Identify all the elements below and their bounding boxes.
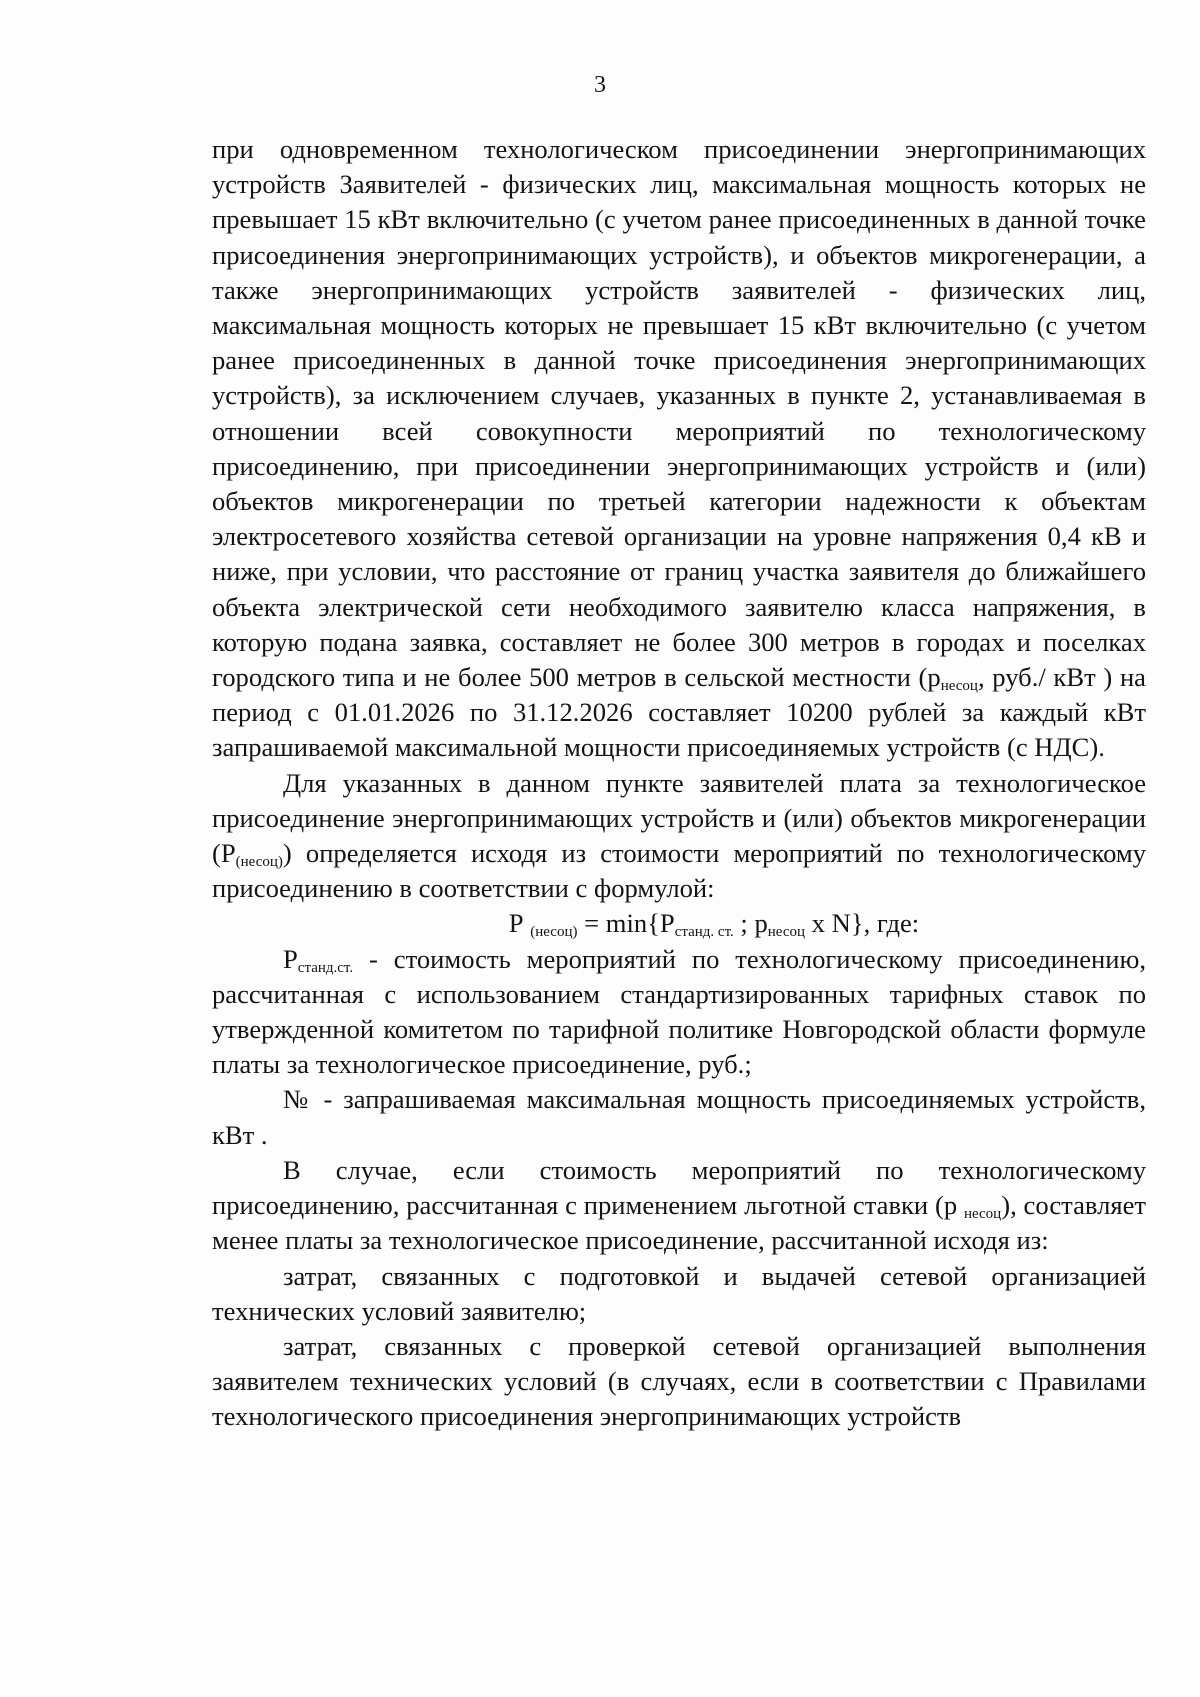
paragraph-text: , руб./ кВт ) на период с 01.01.2026 по 31.12.2026 составляет 10200 рублей за каждый кВт запрашиваемой максимальной мощности присоединяемых устройств (с НДС). bbox=[212, 662, 1146, 763]
formula-subscript: станд. ст. bbox=[674, 924, 734, 941]
subscript-nesots: несоц bbox=[940, 678, 978, 695]
paragraph-fee-determination bbox=[212, 766, 1146, 907]
paragraph-text: Р bbox=[283, 943, 298, 974]
paragraph-text: - стоимость мероприятий по технологическому присоединению, рассчитанная с использованием стандартизированных тарифных ставок по утвержденной комитетом по тарифной политике Новгородской области формуле платы за технологическое присоединение, руб.; bbox=[212, 943, 1146, 1080]
paragraph-text: Для указанных в данном пункте заявителей плата за технологическое присоединение энергопринимающих устройств и (или) объектов микрогенерации (Р bbox=[212, 767, 1146, 869]
formula-part: = min{Р bbox=[577, 908, 675, 939]
formula-part: ; р bbox=[733, 908, 768, 939]
subscript-nesots: (несоц) bbox=[235, 854, 283, 871]
paragraph-text: при одновременном технологическом присоединении энергопринимающих устройств Заявителей - физических лиц, максимальная мощность которых не превышает 15 кВт включительно (с учетом ранее присоединенных в данной точке присоединения энергопринимающих устройств), и объектов микрогенерации, а также энергопринимающих устройств заявителей - физических лиц, максимальная мощность которых не превышает 15 кВт включительно (с учетом ранее присоединенных в данной точке присоединения энергопринимающих устройств), за исключением случаев, указанных в пункте 2, устанавливаемая в отношении всей совокупности мероприятий по технологическому присоединению, при присоединении энергопринимающих устройств и (или) объектов микрогенерации по третьей категории надежности к объектам электросетевого хозяйства сетевой организации на уровне напряжения 0,4 кВ и ниже, при условии, что расстояние от границ участка заявителя до ближайшего объекта электрической сети необходимого заявителю класса напряжения, в которую подана заявка, составляет не более 300 метров в городах и поселках городского типа и не более 500 метров в сельской местности (р bbox=[212, 134, 1146, 693]
subscript-standard: станд.ст. bbox=[297, 959, 354, 976]
formula bbox=[212, 906, 1146, 941]
paragraph-power-definition: № - запрашиваемая максимальная мощность присоединяемых устройств, кВт . bbox=[212, 1084, 1146, 1150]
paragraph-case-condition bbox=[212, 1153, 1146, 1259]
paragraph-costs-verification: затрат, связанных с проверкой сетевой организацией выполнения заявителем технических условий (в случаях, если в соответствии с Правилами технологического присоединения энергопринимающих устройств bbox=[212, 1330, 1146, 1432]
paragraph-text: В случае, если стоимость мероприятий по технологическому присоединению, рассчитанная с применением льготной ставки (р bbox=[212, 1154, 1146, 1221]
paragraph-text: ), составляет менее платы за технологическое присоединение, рассчитанной исходя из: bbox=[212, 1190, 1147, 1256]
page-number: 3 bbox=[594, 72, 606, 98]
formula-subscript: (несоц) bbox=[530, 924, 578, 941]
paragraph-tariff-definition bbox=[212, 132, 1146, 766]
formula-subscript: несоц bbox=[767, 924, 806, 941]
subscript-nesots: несоц bbox=[963, 1206, 1002, 1223]
paragraph-text: ) определяется исходя из стоимости мероприятий по технологическому присоединению в соответствии с формулой: bbox=[212, 838, 1146, 904]
paragraph-standard-cost-definition bbox=[212, 942, 1146, 1083]
formula-part: Р bbox=[508, 908, 531, 939]
paragraph-costs-technical-conditions: затрат, связанных с подготовкой и выдачей сетевой организацией технических условий заявителю; bbox=[212, 1260, 1146, 1326]
document-body bbox=[212, 132, 1146, 1435]
formula-part: х N}, где: bbox=[805, 908, 920, 939]
